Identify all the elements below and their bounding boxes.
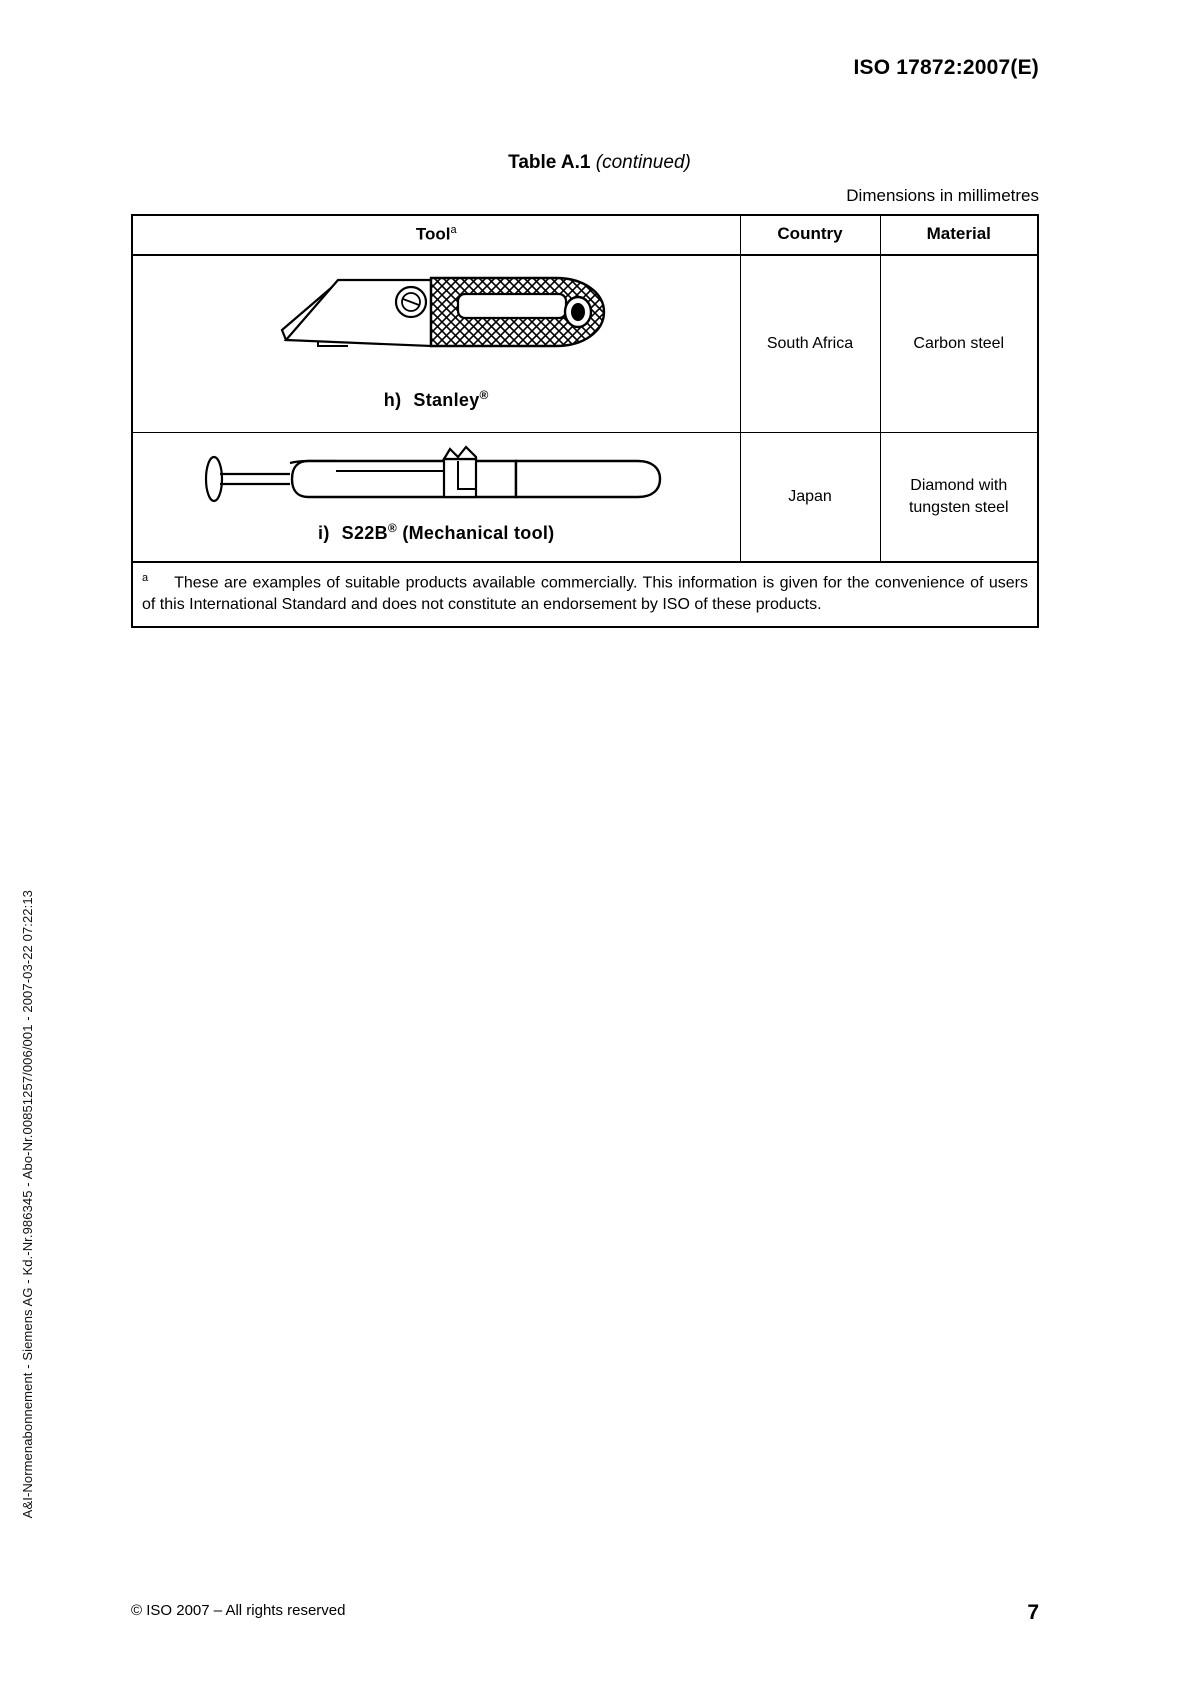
- column-header-tool-label: Tool: [415, 224, 451, 244]
- tool-item-letter-i: i): [318, 523, 330, 544]
- country-value-h: South Africa: [740, 255, 880, 433]
- footnote-text: These are examples of suitable products available commercially. This information is given for the convenience of users of this International Standard and does not constitute an endorsement by ISO of these products.: [142, 573, 1028, 614]
- column-header-material: Material: [880, 215, 1038, 255]
- material-value-h: Carbon steel: [880, 255, 1038, 433]
- tool-label-h: [133, 388, 740, 419]
- trademark-symbol-h: ®: [479, 388, 489, 403]
- country-value-i: Japan: [740, 432, 880, 562]
- material-value-i-line2: tungsten steel: [908, 498, 1009, 516]
- material-value-i-line1: Diamond with: [910, 477, 1008, 495]
- tool-suffix-i: (Mechanical tool): [402, 523, 555, 544]
- table-header-row: [132, 215, 1038, 255]
- page-header-reference: ISO 17872:2007(E): [853, 56, 1039, 79]
- table-caption-number: Table A.1: [508, 152, 591, 173]
- dimensions-units-note: Dimensions in millimetres: [846, 186, 1039, 205]
- tool-item-letter-h: h): [383, 390, 402, 411]
- tool-label-i: [133, 521, 740, 552]
- tool-name-i: S22B: [341, 523, 388, 544]
- tool-illustration-cell-i: [132, 432, 740, 562]
- footer-copyright: © ISO 2007 – All rights reserved: [131, 1602, 346, 1619]
- table-row: [132, 432, 1038, 562]
- column-header-tool: [132, 215, 740, 255]
- footer-page-number: 7: [1027, 1601, 1039, 1624]
- footnote-marker: a: [142, 571, 149, 584]
- subscription-stamp: A&I-Normenabonnement - Siemens AG - Kd.-Nr.986345 - Abo-Nr.00851257/006/001 - 2007-03-22 07:22:13: [20, 890, 35, 1519]
- table-footnote-row: [132, 562, 1038, 627]
- table-footnote-cell: [132, 562, 1038, 627]
- table-caption-continued: (continued): [595, 152, 691, 173]
- column-header-country: Country: [740, 215, 880, 255]
- material-value-i: [880, 432, 1038, 562]
- trademark-symbol-i: ®: [387, 521, 398, 536]
- spring-loaded-scriber-tool-icon: [186, 441, 686, 519]
- tool-examples-table: [131, 214, 1039, 628]
- utility-knife-retractable-blade-icon: [226, 268, 646, 386]
- table-row: [132, 255, 1038, 433]
- tool-illustration-cell-h: [132, 255, 740, 433]
- tool-name-h: Stanley: [413, 390, 480, 411]
- table-caption: [0, 152, 1199, 174]
- column-header-tool-footnote-marker: a: [450, 224, 457, 236]
